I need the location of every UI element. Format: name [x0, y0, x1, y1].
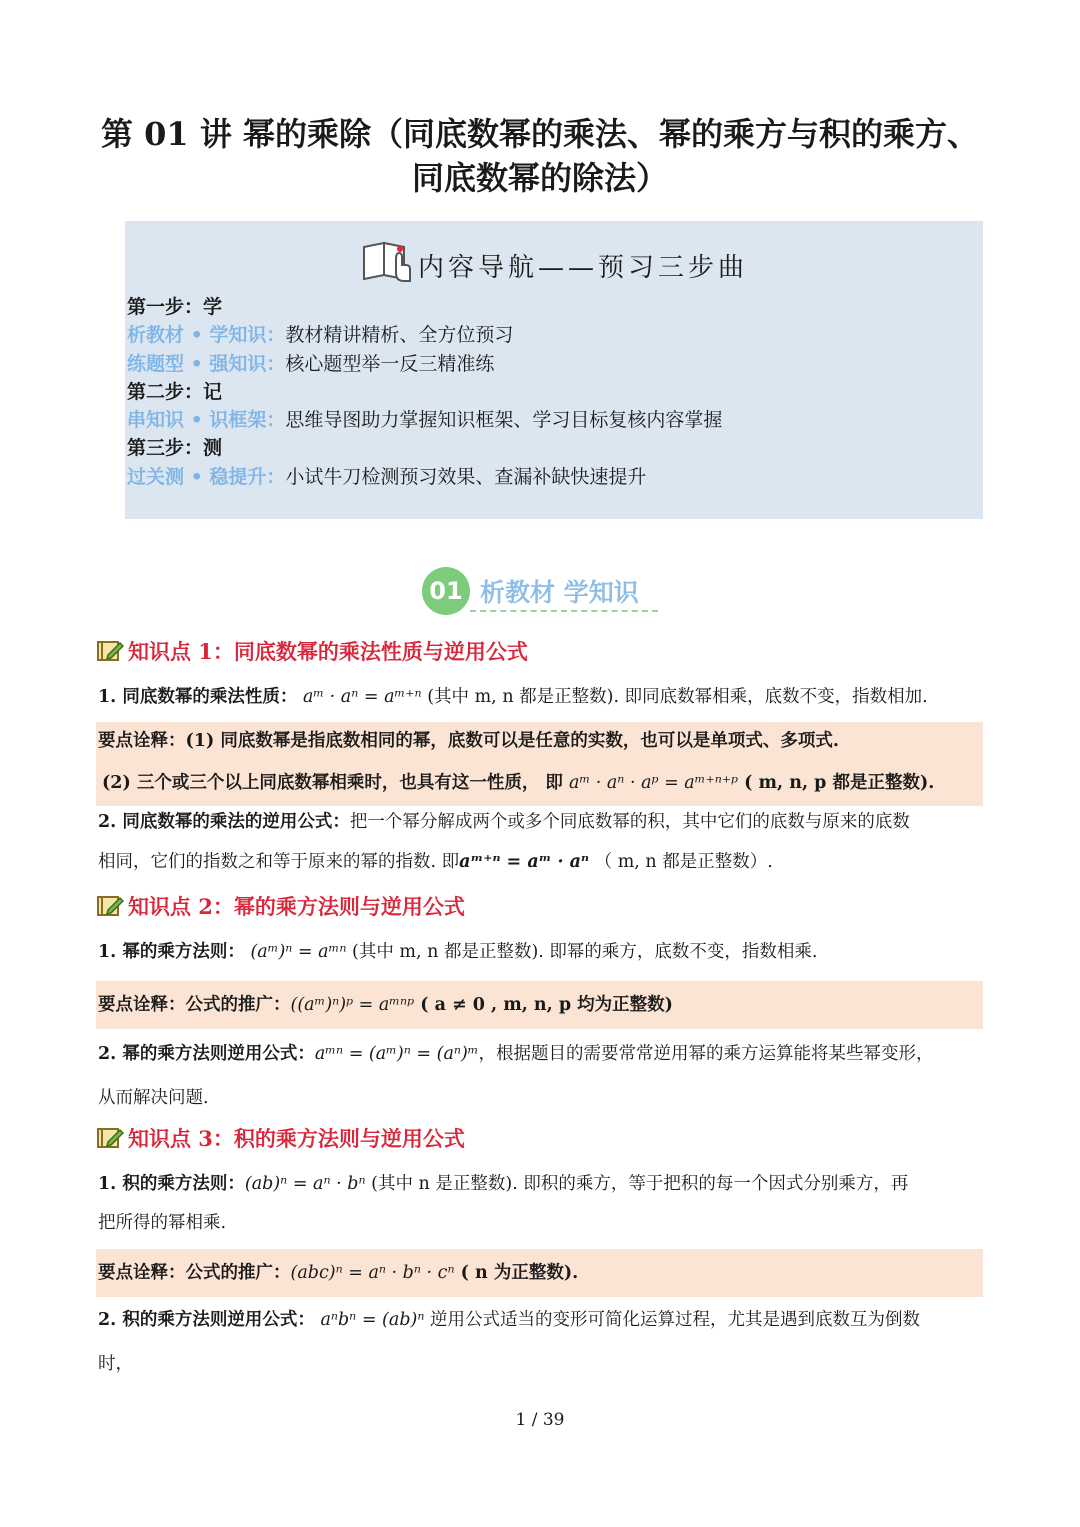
nav-item: 串知识 • 识框架：思维导图助力掌握知识框架、学习目标复核内容掌握	[127, 409, 723, 432]
nav-step-2: 第二步：记	[127, 380, 223, 403]
page-title-line1: 第 01 讲 幂的乘除（同底数幂的乘法、幂的乘方与积的乘方、	[101, 115, 979, 153]
knowledge-point-2-title: 知识点 2：幂的乘方法则与逆用公式	[96, 891, 465, 923]
formula: (abc)ⁿ = aⁿ · bⁿ · cⁿ	[290, 1263, 455, 1283]
nav-heading	[125, 239, 983, 292]
kp1-paragraph-2-cont: 相同，它们的指数之和等于原来的幂的指数. 即aᵐ⁺ⁿ = aᵐ · aⁿ （ m, n 都是正整数）.	[98, 852, 773, 872]
nav-item: 过关测 • 稳提升：小试牛刀检测预习效果、查漏补缺快速提升	[127, 465, 647, 488]
kp1-note-2: (2) 三个或三个以上同底数幂相乘时，也具有这一性质， 即 aᵐ · aⁿ · aᵖ = aᵐ⁺ⁿ⁺ᵖ ( m, n, p 都是正整数).	[102, 773, 935, 793]
section-underline	[470, 610, 658, 612]
kp1-paragraph-1: 1. 同底数幂的乘法性质： aᵐ · aⁿ = aᵐ⁺ⁿ (其中 m, n 都是正整数). 即同底数幂相乘，底数不变，指数相加.	[98, 687, 928, 707]
kp1-paragraph-2: 2. 同底数幂的乘法的逆用公式：把一个幂分解成两个或多个同底数幂的积，其中它们的底数与原来的底数	[98, 812, 910, 832]
formula: aᵐⁿ = (aᵐ)ⁿ = (aⁿ)ᵐ	[314, 1044, 479, 1064]
kp2-key-note: 要点诠释：公式的推广：((aᵐ)ⁿ)ᵖ = aᵐⁿᵖ ( a ≠ 0 , m, n, p 均为正整数)	[96, 981, 983, 1029]
notebook-icon	[96, 639, 124, 668]
kp1-key-note	[96, 722, 983, 806]
nav-step-3: 第三步：测	[127, 437, 223, 460]
page-number: 1 / 39	[515, 1410, 565, 1430]
section-label: 析教材 学知识	[480, 578, 639, 607]
kp3-paragraph-2-cont: 时，	[98, 1354, 133, 1374]
nav-item: 练题型 • 强知识：核心题型举一反三精准练	[127, 352, 495, 375]
formula: (ab)ⁿ = aⁿ · bⁿ	[244, 1174, 366, 1194]
book-hand-icon	[360, 239, 414, 292]
formula: aᵐ · aⁿ · aᵖ = aᵐ⁺ⁿ⁺ᵖ	[569, 773, 739, 793]
knowledge-point-3-title: 知识点 3：积的乘方法则与逆用公式	[96, 1123, 465, 1155]
content-navigation-box	[125, 221, 983, 519]
kp2-paragraph-2-cont: 从而解决问题.	[98, 1088, 209, 1108]
kp3-paragraph-1-cont: 把所得的幂相乘.	[98, 1213, 227, 1233]
section-header	[422, 567, 639, 615]
kp2-paragraph-2: 2. 幂的乘方法则逆用公式：aᵐⁿ = (aᵐ)ⁿ = (aⁿ)ᵐ，根据题目的需要常常逆用幂的乘方运算能将某些幂变形，	[98, 1044, 934, 1064]
nav-list	[127, 293, 722, 491]
formula: aⁿbⁿ = (ab)ⁿ	[320, 1310, 425, 1330]
formula: aᵐ · aⁿ = aᵐ⁺ⁿ	[302, 687, 422, 707]
kp2-paragraph-1: 1. 幂的乘方法则： (aᵐ)ⁿ = aᵐⁿ (其中 m, n 都是正整数). 即幂的乘方，底数不变，指数相乘.	[98, 942, 818, 962]
notebook-icon	[96, 1126, 124, 1155]
formula: aᵐ⁺ⁿ = aᵐ · aⁿ	[459, 852, 590, 872]
formula: (aᵐ)ⁿ = aᵐⁿ	[250, 942, 347, 962]
nav-step-1: 第一步：学	[127, 296, 223, 318]
section-number-badge: 01	[422, 567, 470, 615]
kp1-note-1: 要点诠释：(1) 同底数幂是指底数相同的幂，底数可以是任意的实数，也可以是单项式、多项式.	[98, 731, 839, 751]
kp3-paragraph-2: 2. 积的乘方法则逆用公式： aⁿbⁿ = (ab)ⁿ 逆用公式适当的变形可简化运算过程，尤其是遇到底数互为倒数	[98, 1310, 921, 1330]
kp3-key-note: 要点诠释：公式的推广：(abc)ⁿ = aⁿ · bⁿ · cⁿ ( n 为正整数).	[96, 1249, 983, 1297]
notebook-icon	[96, 894, 124, 923]
formula: ((aᵐ)ⁿ)ᵖ = aᵐⁿᵖ	[290, 995, 415, 1015]
knowledge-point-1-title: 知识点 1：同底数幂的乘法性质与逆用公式	[96, 636, 528, 668]
kp3-paragraph-1: 1. 积的乘方法则：(ab)ⁿ = aⁿ · bⁿ (其中 n 是正整数). 即积的乘方，等于把积的每一个因式分别乘方，再	[98, 1174, 909, 1194]
nav-item: 析教材 • 学知识：教材精讲精析、全方位预习	[127, 324, 514, 347]
nav-heading-text: 内容导航——预习三步曲	[417, 253, 748, 283]
page-title-line2: 同底数幂的除法）	[411, 159, 668, 197]
